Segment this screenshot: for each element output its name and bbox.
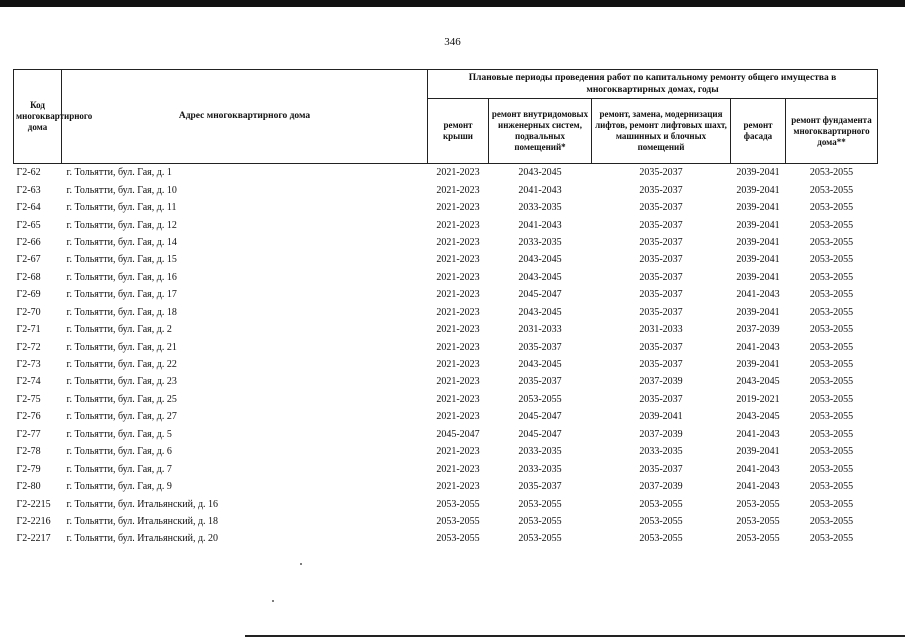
cell-foundation: 2053-2055 <box>809 446 854 458</box>
bottom-border-line <box>245 635 905 637</box>
cell-facade: 2039-2041 <box>736 271 780 283</box>
cell-foundation: 2053-2055 <box>809 498 854 510</box>
cell-systems: 2053-2055 <box>518 498 562 510</box>
cell-systems: 2035-2037 <box>518 376 562 388</box>
table-row <box>14 286 878 303</box>
cell-lifts: 2035-2037 <box>639 463 683 475</box>
cell-facade: 2039-2041 <box>736 202 780 214</box>
cell-foundation: 2053-2055 <box>809 254 854 266</box>
cell-lifts: 2053-2055 <box>639 498 683 510</box>
cell-systems: 2035-2037 <box>518 481 562 493</box>
cell-code: Г2-64 <box>16 202 41 214</box>
cell-address: г. Тольятти, бул. Итальянский, д. 16 <box>66 498 219 510</box>
cell-foundation: 2053-2055 <box>809 236 854 248</box>
cell-address: г. Тольятти, бул. Гая, д. 22 <box>66 359 177 371</box>
cell-code: Г2-66 <box>16 236 41 248</box>
cell-systems: 2043-2045 <box>518 306 562 318</box>
cell-facade: 2039-2041 <box>736 254 780 266</box>
cell-roof: 2021-2023 <box>436 481 480 493</box>
table-row <box>14 513 878 530</box>
cell-lifts: 2053-2055 <box>639 515 683 527</box>
top-border-bar <box>0 0 905 7</box>
cell-lifts: 2035-2037 <box>639 219 683 231</box>
cell-foundation: 2053-2055 <box>809 271 854 283</box>
cell-systems: 2045-2047 <box>518 428 562 440</box>
cell-roof: 2053-2055 <box>436 533 480 545</box>
cell-lifts: 2037-2039 <box>639 428 683 440</box>
table-row <box>14 460 878 477</box>
cell-code: Г2-74 <box>16 376 41 388</box>
cell-roof: 2021-2023 <box>436 184 480 196</box>
cell-code: Г2-65 <box>16 219 41 231</box>
cell-lifts: 2031-2033 <box>639 324 683 336</box>
cell-roof: 2053-2055 <box>436 498 480 510</box>
scan-speck <box>300 563 302 565</box>
cell-facade: 2053-2055 <box>736 498 780 510</box>
cell-roof: 2021-2023 <box>436 271 480 283</box>
cell-code: Г2-63 <box>16 184 41 196</box>
cell-facade: 2053-2055 <box>736 515 780 527</box>
table-row <box>14 234 878 251</box>
cell-roof: 2021-2023 <box>436 289 480 301</box>
cell-code: Г2-77 <box>16 428 41 440</box>
cell-roof: 2021-2023 <box>436 219 480 231</box>
cell-code: Г2-69 <box>16 289 41 301</box>
cell-code: Г2-76 <box>16 411 41 423</box>
cell-facade: 2043-2045 <box>736 376 780 388</box>
cell-code: Г2-71 <box>16 324 41 336</box>
cell-systems: 2045-2047 <box>518 289 562 301</box>
cell-foundation: 2053-2055 <box>809 463 854 475</box>
cell-address: г. Тольятти, бул. Гая, д. 17 <box>66 289 177 301</box>
table-row <box>14 426 878 443</box>
cell-systems: 2043-2045 <box>518 271 562 283</box>
cell-foundation: 2053-2055 <box>809 481 854 493</box>
cell-code: Г2-75 <box>16 393 41 405</box>
cell-code: Г2-68 <box>16 271 41 283</box>
cell-facade: 2041-2043 <box>736 289 780 301</box>
cell-foundation: 2053-2055 <box>809 289 854 301</box>
cell-systems: 2033-2035 <box>518 236 562 248</box>
cell-foundation: 2053-2055 <box>809 393 854 405</box>
cell-roof: 2021-2023 <box>436 411 480 423</box>
cell-lifts: 2053-2055 <box>639 533 683 545</box>
cell-address: г. Тольятти, бул. Гая, д. 5 <box>66 428 172 440</box>
cell-facade: 2041-2043 <box>736 341 780 353</box>
cell-roof: 2021-2023 <box>436 463 480 475</box>
cell-lifts: 2035-2037 <box>639 236 683 248</box>
header-roof: ремонт крыши <box>428 99 489 164</box>
cell-lifts: 2035-2037 <box>639 184 683 196</box>
cell-systems: 2053-2055 <box>518 393 562 405</box>
cell-roof: 2021-2023 <box>436 376 480 388</box>
cell-systems: 2035-2037 <box>518 341 562 353</box>
cell-roof: 2045-2047 <box>436 428 480 440</box>
cell-facade: 2037-2039 <box>736 324 780 336</box>
cell-lifts: 2035-2037 <box>639 271 683 283</box>
table-row <box>14 199 878 216</box>
cell-foundation: 2053-2055 <box>809 411 854 423</box>
cell-facade: 2039-2041 <box>736 236 780 248</box>
cell-roof: 2021-2023 <box>436 254 480 266</box>
cell-facade: 2039-2041 <box>736 184 780 196</box>
cell-code: Г2-2217 <box>16 533 51 545</box>
cell-facade: 2039-2041 <box>736 446 780 458</box>
cell-address: г. Тольятти, бул. Гая, д. 27 <box>66 411 177 423</box>
cell-facade: 2039-2041 <box>736 167 780 179</box>
header-lifts: ремонт, замена, модернизация лифтов, ремонт лифтовых шахт, машинных и блочных помещений <box>592 99 731 164</box>
cell-address: г. Тольятти, бул. Гая, д. 25 <box>66 393 177 405</box>
table-row <box>14 443 878 460</box>
table-row <box>14 356 878 373</box>
cell-lifts: 2035-2037 <box>639 254 683 266</box>
cell-code: Г2-70 <box>16 306 41 318</box>
cell-lifts: 2037-2039 <box>639 376 683 388</box>
cell-lifts: 2035-2037 <box>639 202 683 214</box>
header-group-periods: Плановые периоды проведения работ по капитальному ремонту общего имущества в многоквартирных домах, годы <box>428 70 878 99</box>
scan-speck <box>272 600 274 602</box>
cell-systems: 2053-2055 <box>518 515 562 527</box>
cell-facade: 2039-2041 <box>736 306 780 318</box>
cell-systems: 2031-2033 <box>518 324 562 336</box>
cell-roof: 2021-2023 <box>436 202 480 214</box>
cell-lifts: 2035-2037 <box>639 341 683 353</box>
cell-address: г. Тольятти, бул. Гая, д. 1 <box>66 167 172 179</box>
cell-code: Г2-78 <box>16 446 41 458</box>
table-row <box>14 216 878 233</box>
table-row <box>14 373 878 390</box>
cell-facade: 2039-2041 <box>736 359 780 371</box>
cell-foundation: 2053-2055 <box>809 324 854 336</box>
header-systems: ремонт внутридомовых инженерных систем, подвальных помещений* <box>489 99 592 164</box>
cell-lifts: 2037-2039 <box>639 481 683 493</box>
cell-code: Г2-73 <box>16 359 41 371</box>
cell-address: г. Тольятти, бул. Итальянский, д. 18 <box>66 515 219 527</box>
header-facade: ремонт фасада <box>731 99 786 164</box>
cell-address: г. Тольятти, бул. Гая, д. 18 <box>66 306 177 318</box>
cell-facade: 2053-2055 <box>736 533 780 545</box>
cell-foundation: 2053-2055 <box>809 376 854 388</box>
cell-code: Г2-79 <box>16 463 41 475</box>
cell-address: г. Тольятти, бул. Гая, д. 10 <box>66 184 177 196</box>
cell-foundation: 2053-2055 <box>809 533 854 545</box>
header-code: Код многоквартирного дома <box>14 70 62 164</box>
cell-lifts: 2035-2037 <box>639 289 683 301</box>
cell-systems: 2053-2055 <box>518 533 562 545</box>
page-number: 346 <box>444 36 461 48</box>
cell-code: Г2-62 <box>16 167 41 179</box>
cell-foundation: 2053-2055 <box>809 515 854 527</box>
cell-roof: 2053-2055 <box>436 515 480 527</box>
cell-systems: 2033-2035 <box>518 446 562 458</box>
table-row <box>14 495 878 512</box>
header-foundation: ремонт фундамента многоквартирного дома** <box>786 99 878 164</box>
cell-code: Г2-72 <box>16 341 41 353</box>
cell-address: г. Тольятти, бул. Гая, д. 23 <box>66 376 177 388</box>
cell-foundation: 2053-2055 <box>809 184 854 196</box>
cell-code: Г2-2215 <box>16 498 51 510</box>
cell-address: г. Тольятти, бул. Гая, д. 6 <box>66 446 172 458</box>
cell-foundation: 2053-2055 <box>809 219 854 231</box>
cell-systems: 2043-2045 <box>518 254 562 266</box>
cell-foundation: 2053-2055 <box>809 428 854 440</box>
cell-roof: 2021-2023 <box>436 306 480 318</box>
table-row <box>14 338 878 355</box>
cell-address: г. Тольятти, бул. Гая, д. 2 <box>66 324 172 336</box>
cell-address: г. Тольятти, бул. Гая, д. 12 <box>66 219 177 231</box>
cell-address: г. Тольятти, бул. Гая, д. 7 <box>66 463 172 475</box>
cell-roof: 2021-2023 <box>436 393 480 405</box>
cell-lifts: 2035-2037 <box>639 393 683 405</box>
cell-code: Г2-2216 <box>16 515 51 527</box>
cell-systems: 2043-2045 <box>518 359 562 371</box>
cell-address: г. Тольятти, бул. Гая, д. 9 <box>66 481 172 493</box>
cell-roof: 2021-2023 <box>436 341 480 353</box>
cell-roof: 2021-2023 <box>436 167 480 179</box>
table-row <box>14 408 878 425</box>
cell-foundation: 2053-2055 <box>809 341 854 353</box>
cell-facade: 2019-2021 <box>736 393 780 405</box>
table-row <box>14 164 878 182</box>
table-row <box>14 269 878 286</box>
cell-facade: 2041-2043 <box>736 481 780 493</box>
cell-facade: 2039-2041 <box>736 219 780 231</box>
cell-address: г. Тольятти, бул. Гая, д. 16 <box>66 271 177 283</box>
header-address: Адрес многоквартирного дома <box>62 70 428 164</box>
cell-foundation: 2053-2055 <box>809 359 854 371</box>
cell-roof: 2021-2023 <box>436 359 480 371</box>
capital-repair-schedule-table <box>13 69 878 548</box>
cell-address: г. Тольятти, бул. Итальянский, д. 20 <box>66 533 219 545</box>
cell-foundation: 2053-2055 <box>809 202 854 214</box>
table-row <box>14 251 878 268</box>
cell-code: Г2-67 <box>16 254 41 266</box>
cell-systems: 2043-2045 <box>518 167 562 179</box>
table-row <box>14 321 878 338</box>
cell-lifts: 2035-2037 <box>639 306 683 318</box>
cell-lifts: 2039-2041 <box>639 411 683 423</box>
cell-foundation: 2053-2055 <box>809 306 854 318</box>
table-row <box>14 530 878 547</box>
cell-roof: 2021-2023 <box>436 324 480 336</box>
cell-systems: 2041-2043 <box>518 219 562 231</box>
cell-systems: 2033-2035 <box>518 202 562 214</box>
cell-address: г. Тольятти, бул. Гая, д. 15 <box>66 254 177 266</box>
cell-lifts: 2035-2037 <box>639 359 683 371</box>
cell-facade: 2041-2043 <box>736 428 780 440</box>
cell-address: г. Тольятти, бул. Гая, д. 21 <box>66 341 177 353</box>
cell-code: Г2-80 <box>16 481 41 493</box>
cell-systems: 2045-2047 <box>518 411 562 423</box>
table-row <box>14 304 878 321</box>
table-row <box>14 391 878 408</box>
cell-facade: 2043-2045 <box>736 411 780 423</box>
cell-lifts: 2035-2037 <box>639 167 683 179</box>
cell-roof: 2021-2023 <box>436 446 480 458</box>
cell-systems: 2041-2043 <box>518 184 562 196</box>
cell-address: г. Тольятти, бул. Гая, д. 11 <box>66 202 177 214</box>
cell-facade: 2041-2043 <box>736 463 780 475</box>
cell-systems: 2033-2035 <box>518 463 562 475</box>
cell-foundation: 2053-2055 <box>809 167 854 179</box>
cell-roof: 2021-2023 <box>436 236 480 248</box>
table-row <box>14 478 878 495</box>
cell-address: г. Тольятти, бул. Гая, д. 14 <box>66 236 177 248</box>
cell-lifts: 2033-2035 <box>639 446 683 458</box>
table-row <box>14 181 878 198</box>
